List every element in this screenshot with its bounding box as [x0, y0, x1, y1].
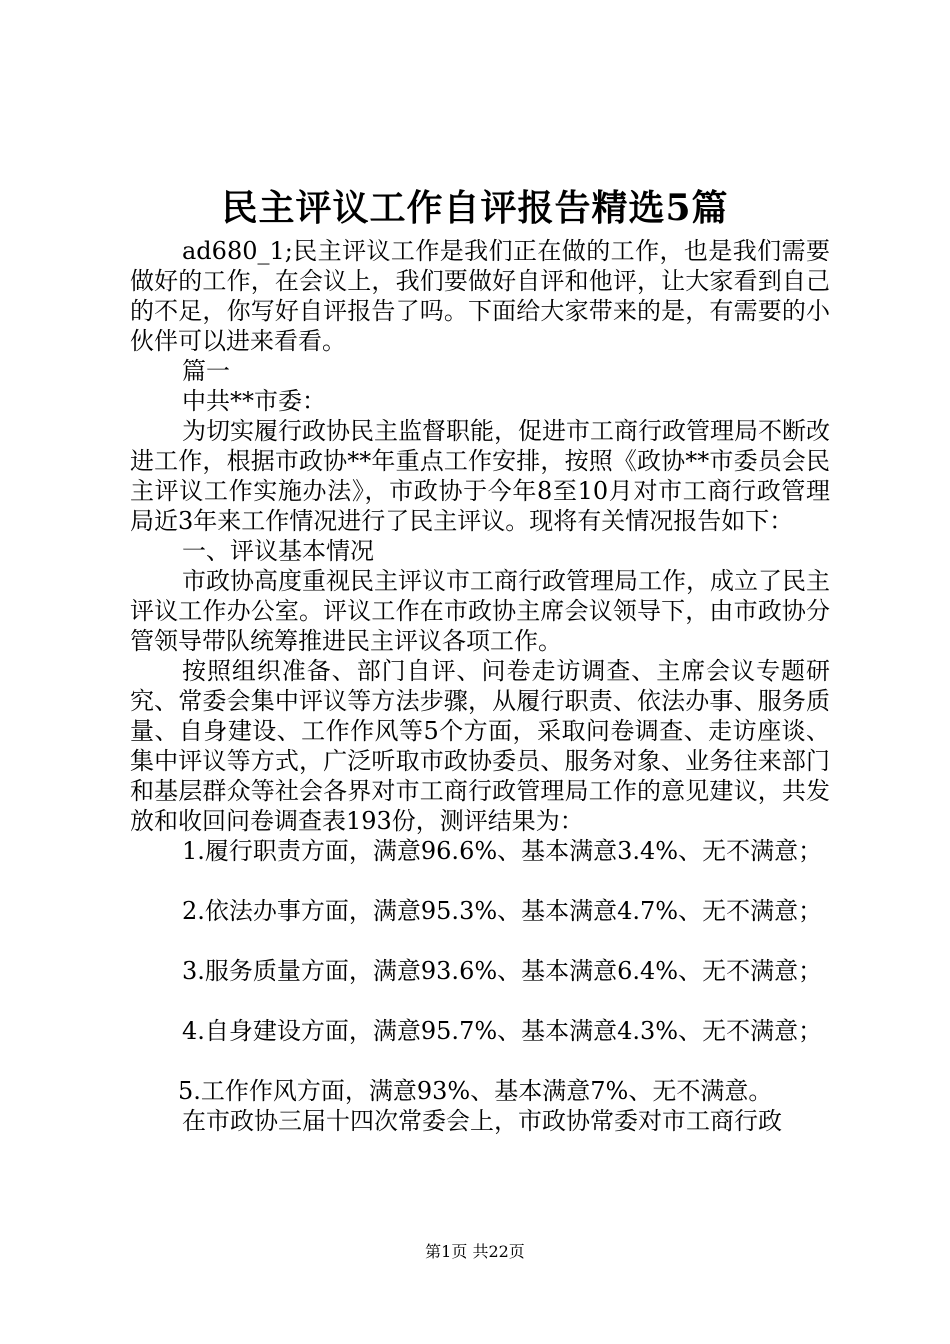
result-item: 3.服务质量方面，满意93.6%、基本满意6.4%、无不满意；: [182, 957, 823, 985]
section-heading: 一、评议基本情况: [182, 537, 374, 565]
result-item: 4.自身建设方面，满意95.7%、基本满意4.3%、无不满意；: [182, 1017, 823, 1045]
document-body: [130, 236, 830, 1136]
document-title: 民主评议工作自评报告精选5篇: [221, 187, 729, 229]
paragraph-method: 按照组织准备、部门自评、问卷走访调查、主席会议专题研究、常委会集中评议等方法步骤，从履行职责、依法办事、服务质量、自身建设、工作作风等5个方面，采取问卷调查、走访座谈、集中评议等方式，广泛听取市政协委员、服务对象、业务往来部门和基层群众等社会各界对市工商行政管理局工作的意见建议，共发放和收回问卷调查表193份，测评结果为：: [130, 657, 830, 835]
intro-paragraph: ad680_1;民主评议工作是我们正在做的工作，也是我们需要做好的工作，在会议上，我们要做好自评和他评，让大家看到自己的不足，你写好自评报告了吗。下面给大家带来的是，有需要的小伙伴可以进来看看。: [130, 237, 830, 355]
result-item: 2.依法办事方面，满意95.3%、基本满意4.7%、无不满意；: [182, 897, 823, 925]
page-number-footer: 第1页 共22页: [425, 1242, 525, 1261]
paragraph-continuation: 在市政协三届十四次常委会上，市政协常委对市工商行政: [182, 1107, 782, 1135]
section-label: 篇一: [182, 357, 230, 385]
result-item: 5.工作作风方面，满意93%、基本满意7%、无不满意。: [178, 1077, 773, 1105]
salutation: 中共**市委：: [182, 387, 326, 415]
paragraph-organization: 市政协高度重视民主评议市工商行政管理局工作，成立了民主评议工作办公室。评议工作在市政协主席会议领导下，由市政协分管领导带队统筹推进民主评议各项工作。: [130, 567, 830, 655]
paragraph-purpose: 为切实履行政协民主监督职能，促进市工商行政管理局不断改进工作，根据市政协**年重点工作安排，按照《政协**市委员会民主评议工作实施办法》，市政协于今年8至10月对市工商行政管理局近3年来工作情况进行了民主评议。现将有关情况报告如下：: [130, 417, 830, 535]
result-item: 1.履行职责方面，满意96.6%、基本满意3.4%、无不满意；: [182, 837, 823, 865]
